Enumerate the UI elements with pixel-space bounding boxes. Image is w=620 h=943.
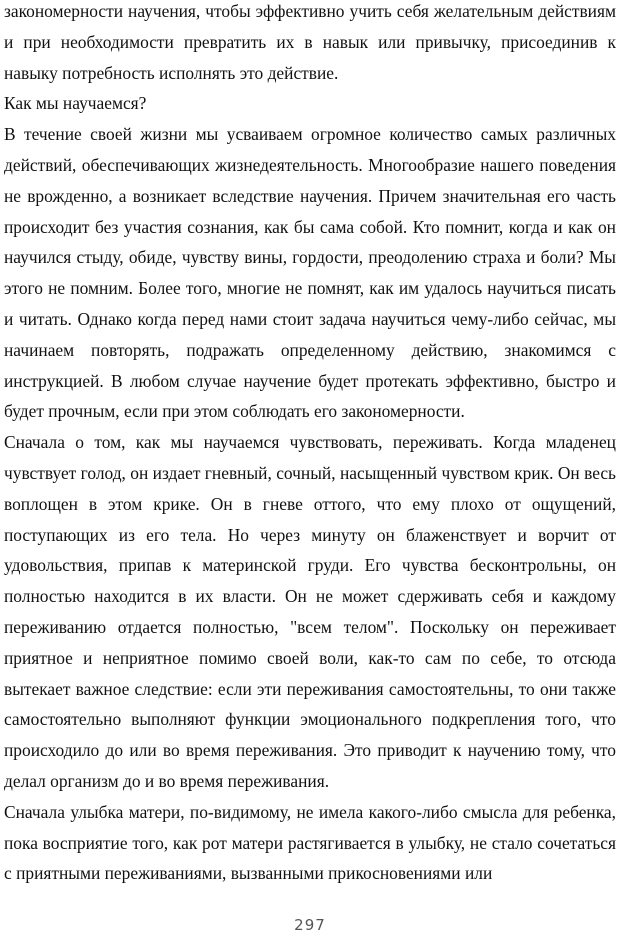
paragraph-mother-smile: Сначала улыбка матери, по-видимому, не имела какого-либо смысла для ребенка, пока восприятие того, как рот матери растягивается в улыбку, не стало сочетаться с приятными переживаниями, вызванными прикосновениями или	[4, 801, 616, 884]
paragraph-learning-intro: В течение своей жизни мы усваиваем огромное количество самых различных действий, обеспечивающих жизнедеятельность. Многообразие нашего поведения не врожденно, а возникает вследствие научения. Причем значительная его часть происходит без участия сознания, как бы сама собой. Кто помнит, когда и как он научился стыду, обиде, чувству вины, гордости, преодолению страха и боли? Мы этого не помним. Более того, многие не помнят, как им удалось научиться писать и читать. Однако когда перед нами стоит задача научиться чему-либо сейчас, мы начинаем повторять, подражать определенному действию, знакомимся с инструкцией. В любом случае научение будет протекать эффективно, быстро и будет прочным, если при этом соблюдать его закономерности.	[4, 124, 616, 422]
paragraph-continuation: закономерности научения, чтобы эффективно учить себя желательным действиям и при необходимости превратить их в навык или привычку, присоединив к навыку потребность исполнять это действие.	[4, 1, 616, 83]
page-text	[4, 0, 616, 889]
paragraph-infant-feelings: Сначала о том, как мы научаемся чувствовать, переживать. Когда младенец чувствует голод, он издает гневный, сочный, насыщенный чувством крик. Он весь воплощен в этом крике. Он в гневе оттого, что ему плохо от ощущений, поступающих из его тела. Но через минуту он блаженствует и ворчит от удовольствия, припав к материнской груди. Его чувства бесконтрольны, он полностью находится в их власти. Он не может сдерживать себя и каждому переживанию отдается полностью, "всем телом". Поскольку он переживает приятное и неприятное помимо своей воли, как-то сам по себе, то отсюда вытекает важное следствие: если эти переживания самостоятельны, то они также самостоятельно выполняют функции эмоционального подкрепления того, что происходило до или во время переживания. Это приводит к научению тому, что делал организм до и во время переживания.	[4, 432, 616, 791]
section-question: Как мы научаемся?	[4, 93, 147, 114]
page-number: 297	[294, 916, 326, 934]
